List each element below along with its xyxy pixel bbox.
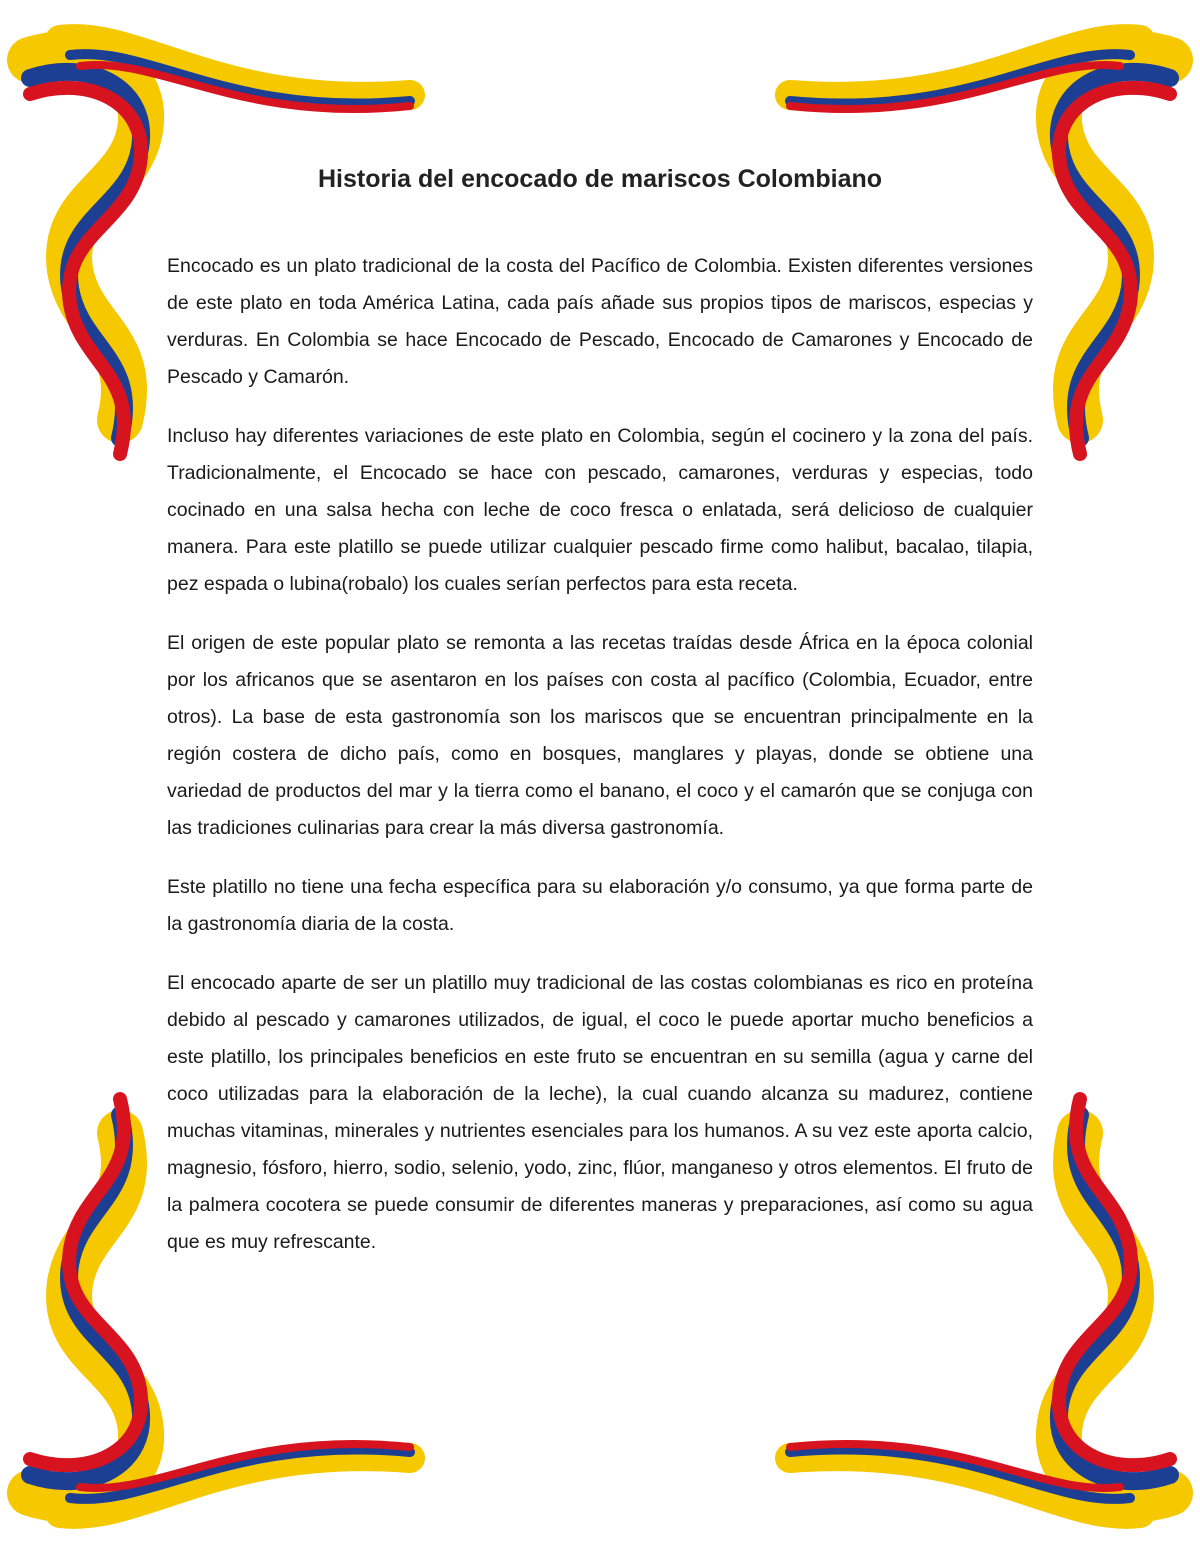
document-title: Historia del encocado de mariscos Colombiano [317,165,883,193]
paragraph-variations: Incluso hay diferentes variaciones de este plato en Colombia, según el cocinero y la zona del país. Tradicionalmente, el Encocado se hace con pescado, camarones, verduras y especias, todo cocinado en una salsa hecha con leche de coco fresca o enlatada, será delicioso de cualquier manera. Para este platillo se puede utilizar cualquier pescado firme como halibut, bacalao, tilapia, pez espada o lubina(robalo) los cuales serían perfectos para esta receta. [167,425,1033,595]
paragraph-date: Este platillo no tiene una fecha específica para su elaboración y/o consumo, ya que forma parte de la gastronomía diaria de la costa. [167,876,1033,935]
document-body [167,160,1033,1283]
paragraph-benefits: El encocado aparte de ser un platillo muy tradicional de las costas colombianas es rico en proteína debido al pescado y camarones utilizados, de igual, el coco le puede aportar mucho beneficios a este platillo, los principales beneficios en este fruto se encuentran en su semilla (agua y carne del coco utilizadas para la elaboración de la leche), la cual cuando alcanza su madurez, contiene muchas vitaminas, minerales y nutrientes esenciales para los humanos. A su vez este aporta calcio, magnesio, fósforo, hierro, sodio, selenio, yodo, zinc, flúor, manganeso y otros elementos. El fruto de la palmera cocotera se puede consumir de diferentes maneras y preparaciones, así como su agua que es muy refrescante. [167,972,1033,1253]
paragraph-origin: El origen de este popular plato se remonta a las recetas traídas desde África en la época colonial por los africanos que se asentaron en los países con costa al pacífico (Colombia, Ecuador, entre otros). La base de esta gastronomía son los mariscos que se encuentran principalmente en la región costera de dicho país, como en bosques, manglares y playas, donde se obtiene una variedad de productos del mar y la tierra como el banano, el coco y el camarón que se conjuga con las tradiciones culinarias para crear la más diversa gastronomía. [167,632,1033,839]
paragraph-intro: Encocado es un plato tradicional de la costa del Pacífico de Colombia. Existen diferentes versiones de este plato en toda América Latina, cada país añade sus propios tipos de mariscos, especias y verduras. En Colombia se hace Encocado de Pescado, Encocado de Camarones y Encocado de Pescado y Camarón. [167,255,1033,388]
